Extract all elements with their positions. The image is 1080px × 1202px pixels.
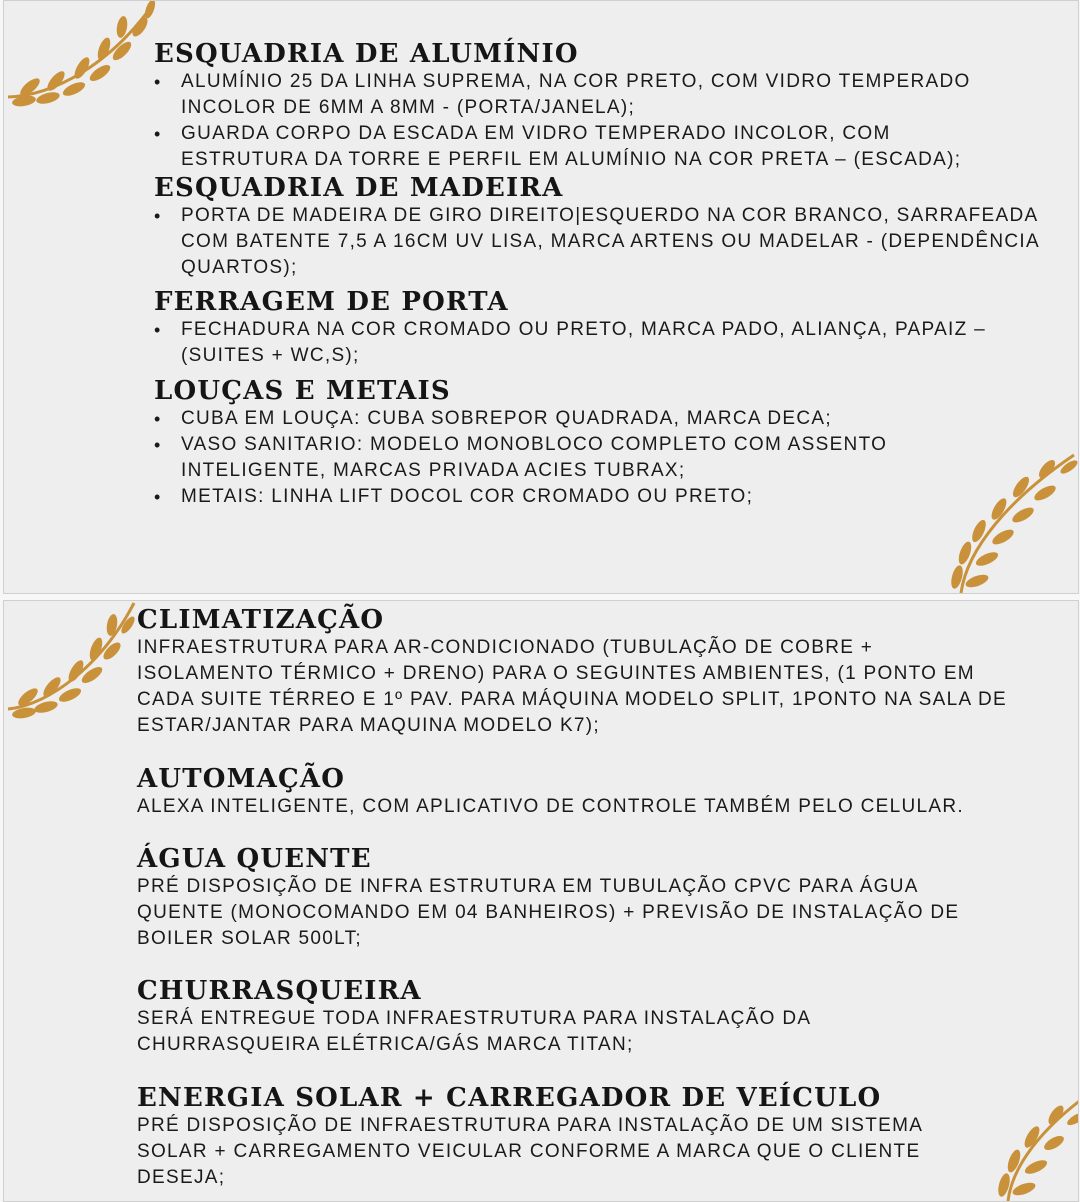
- bullet-list: [154, 317, 1078, 369]
- section-text: PRÉ DISPOSIÇÃO DE INFRA ESTRUTURA EM TUBULAÇÃO CPVC PARA ÁGUA QUENTE (MONOCOMANDO EM 04 BANHEIROS) + PREVISÃO DE INSTALAÇÃO DE BOILER SOLAR 500LT;: [137, 876, 960, 949]
- section-churrasqueira: [137, 976, 1078, 1058]
- section-loucas-metais: [154, 376, 1078, 510]
- spec-panel-2: [3, 600, 1079, 1202]
- section-heading: CHURRASQUEIRA: [137, 976, 422, 1006]
- section-heading: LOUÇAS E METAIS: [154, 376, 451, 406]
- bullet-list: [154, 69, 1078, 173]
- bullet-list: [154, 203, 1078, 281]
- laurel-branch-icon: [4, 1, 164, 116]
- section-text: PRÉ DISPOSIÇÃO DE INFRAESTRUTURA PARA INSTALAÇÃO DE UM SISTEMA SOLAR + CARREGAMENTO VEICULAR CONFORME A MARCA QUE O CLIENTE DESEJA;: [137, 1115, 923, 1188]
- section-agua-quente: [137, 844, 1078, 952]
- section-heading: ÁGUA QUENTE: [137, 844, 372, 874]
- section-climatizacao: [137, 605, 1078, 739]
- section-text: ALEXA INTELIGENTE, COM APLICATIVO DE CONTROLE TAMBÉM PELO CELULAR.: [137, 796, 964, 817]
- section-heading: ENERGIA SOLAR + CARREGADOR DE VEÍCULO: [137, 1083, 882, 1113]
- section-heading: CLIMATIZAÇÃO: [137, 605, 385, 635]
- laurel-branch-icon: [4, 601, 139, 726]
- spec-panel-1: [3, 0, 1079, 594]
- list-item: • METAIS: LINHA LIFT DOCOL COR CROMADO OU PRETO;: [154, 484, 961, 510]
- list-item: • VASO SANITARIO: MODELO MONOBLOCO COMPLETO COM ASSENTO INTELIGENTE, MARCAS PRIVADA ACIES TUBRAX;: [154, 432, 941, 484]
- bullet-list: [154, 406, 1078, 510]
- list-item: • CUBA EM LOUÇA: CUBA SOBREPOR QUADRADA, MARCA DECA;: [154, 406, 961, 432]
- section-heading: AUTOMAÇÃO: [137, 764, 346, 794]
- section-text: INFRAESTRUTURA PARA AR-CONDICIONADO (TUBULAÇÃO DE COBRE + ISOLAMENTO TÉRMICO + DRENO) PARA O SEGUINTES AMBIENTES, (1 PONTO EM CADA SUITE TÉRREO E 1º PAV. PARA MÁQUINA MODELO SPLIT, 1PONTO NA SALA DE ESTAR/JANTAR PARA MAQUINA MODELO K7);: [137, 637, 1007, 736]
- section-esquadria-aluminio: [154, 39, 1078, 173]
- list-item: • PORTA DE MADEIRA DE GIRO DIREITO|ESQUERDO NA COR BRANCO, SARRAFEADA COM BATENTE 7,5 A 16CM UV LISA, MARCA ARTENS OU MADELAR - (DEPENDÊNCIA QUARTOS);: [154, 203, 1051, 281]
- section-text: SERÁ ENTREGUE TODA INFRAESTRUTURA PARA INSTALAÇÃO DA CHURRASQUEIRA ELÉTRICA/GÁS MARCA TITAN;: [137, 1008, 811, 1055]
- section-heading: ESQUADRIA DE MADEIRA: [154, 173, 564, 203]
- section-energia-solar: [137, 1083, 1078, 1191]
- section-ferragem-porta: [154, 287, 1078, 369]
- list-item: • FECHADURA NA COR CROMADO OU PRETO, MARCA PADO, ALIANÇA, PAPAIZ – (SUITES + WC,S);: [154, 317, 1011, 369]
- section-esquadria-madeira: [154, 173, 1078, 281]
- section-automacao: [137, 764, 1078, 820]
- section-heading: FERRAGEM DE PORTA: [154, 287, 509, 317]
- list-item: • GUARDA CORPO DA ESCADA EM VIDRO TEMPERADO INCOLOR, COM ESTRUTURA DA TORRE E PERFIL EM ALUMÍNIO NA COR PRETA – (ESCADA);: [154, 121, 981, 173]
- list-item: • ALUMÍNIO 25 DA LINHA SUPREMA, NA COR PRETO, COM VIDRO TEMPERADO INCOLOR DE 6MM A 8MM - (PORTA/JANELA);: [154, 69, 981, 121]
- section-heading: ESQUADRIA DE ALUMÍNIO: [154, 39, 579, 69]
